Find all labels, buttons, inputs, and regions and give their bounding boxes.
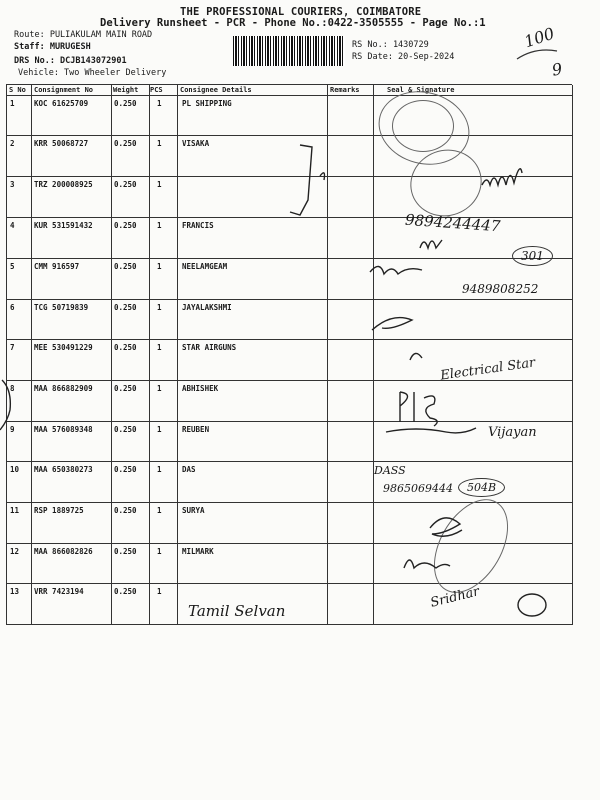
runsheet-title: Delivery Runsheet - PCR - Phone No.:0422-3505555 - Page No.:1 bbox=[100, 17, 486, 29]
vehicle-label: Vehicle: Two Wheeler Delivery bbox=[18, 68, 167, 78]
handwritten-count: 100 bbox=[521, 23, 557, 52]
row-consignment-no: MAA 866882909 bbox=[34, 384, 93, 393]
handwritten-phone-row5: 9489808252 bbox=[462, 282, 539, 296]
row-sno: 11 bbox=[10, 506, 20, 515]
row-consignee: FRANCIS bbox=[182, 221, 214, 230]
handwritten-row13-right: Sridhar bbox=[428, 584, 482, 611]
row-sno: 13 bbox=[10, 587, 20, 596]
row-pcs: 1 bbox=[157, 506, 162, 515]
handwritten-page: 9 bbox=[550, 59, 564, 80]
row-consignment-no: KRR 50068727 bbox=[34, 139, 89, 148]
row-divider bbox=[7, 176, 572, 177]
rs-number: RS No.: 1430729 bbox=[352, 40, 429, 50]
row-pcs: 1 bbox=[157, 547, 162, 556]
row-pcs: 1 bbox=[157, 99, 162, 108]
handwritten-phone-row4: 9894244447 bbox=[404, 210, 501, 236]
row-sno: 2 bbox=[10, 139, 15, 148]
row-pcs: 1 bbox=[157, 180, 162, 189]
company-seal-1-inner bbox=[392, 100, 454, 152]
row-consignee: JAYALAKSHMI bbox=[182, 303, 232, 312]
route-label: Route: PULIAKULAM MAIN ROAD bbox=[14, 30, 153, 40]
row-divider bbox=[7, 461, 572, 462]
row-consignee: REUBEN bbox=[182, 425, 210, 434]
handwritten-num-row4: 301 bbox=[512, 246, 553, 266]
row-sno: 7 bbox=[10, 343, 15, 352]
staff-label: Staff: MURUGESH bbox=[14, 42, 91, 52]
row-sno: 10 bbox=[10, 465, 20, 474]
handwritten-phone-row10: 9865069444 bbox=[383, 482, 453, 495]
row-weight: 0.250 bbox=[114, 303, 137, 312]
header-pcs: PCS bbox=[150, 86, 163, 94]
row-weight: 0.250 bbox=[114, 465, 137, 474]
header-consignee: Consignee Details bbox=[180, 86, 252, 94]
barcode bbox=[233, 36, 345, 66]
row-consignee: SURYA bbox=[182, 506, 205, 515]
row-weight: 0.250 bbox=[114, 384, 137, 393]
row-consignment-no: MAA 866082826 bbox=[34, 547, 93, 556]
row-pcs: 1 bbox=[157, 587, 162, 596]
row-weight: 0.250 bbox=[114, 506, 137, 515]
row-sno: 8 bbox=[10, 384, 15, 393]
row-consignee: VISAKA bbox=[182, 139, 210, 148]
row-weight: 0.250 bbox=[114, 547, 137, 556]
row-pcs: 1 bbox=[157, 465, 162, 474]
row-weight: 0.250 bbox=[114, 587, 137, 596]
row-consignee: MILMARK bbox=[182, 547, 214, 556]
row-consignment-no: KUR 531591432 bbox=[34, 221, 93, 230]
row-consignment-no: MAA 576089348 bbox=[34, 425, 93, 434]
row-weight: 0.250 bbox=[114, 221, 137, 230]
handwritten-row13-left: Tamil Selvan bbox=[188, 602, 286, 620]
row-consignment-no: KOC 61625709 bbox=[34, 99, 89, 108]
header-consignment: Consignment No bbox=[34, 86, 94, 94]
row-sno: 3 bbox=[10, 180, 15, 189]
row-divider bbox=[7, 135, 572, 136]
row-sno: 4 bbox=[10, 221, 15, 230]
row-divider bbox=[7, 258, 572, 259]
row-consignee: DAS bbox=[182, 465, 196, 474]
row-consignee: PL SHIPPING bbox=[182, 99, 232, 108]
row-pcs: 1 bbox=[157, 303, 162, 312]
row-consignment-no: TCG 50719839 bbox=[34, 303, 89, 312]
row-weight: 0.250 bbox=[114, 262, 137, 271]
row-divider bbox=[7, 583, 572, 584]
row-divider bbox=[7, 299, 572, 300]
row-consignment-no: CMM 916597 bbox=[34, 262, 80, 271]
row-consignee: NEELAMGEAM bbox=[182, 262, 228, 271]
row-pcs: 1 bbox=[157, 343, 162, 352]
header-sno: S No bbox=[9, 86, 26, 94]
handwritten-stroke bbox=[515, 45, 560, 65]
header-remarks: Remarks bbox=[330, 86, 360, 94]
row-consignment-no: TRZ 200008925 bbox=[34, 180, 93, 189]
row-weight: 0.250 bbox=[114, 425, 137, 434]
row-weight: 0.250 bbox=[114, 343, 137, 352]
row-weight: 0.250 bbox=[114, 99, 137, 108]
row-pcs: 1 bbox=[157, 221, 162, 230]
row-weight: 0.250 bbox=[114, 139, 137, 148]
row-divider bbox=[7, 339, 572, 340]
company-name: THE PROFESSIONAL COURIERS, COIMBATORE bbox=[180, 6, 422, 18]
header-weight: Weight bbox=[113, 86, 139, 94]
row-consignment-no: MAA 650380273 bbox=[34, 465, 93, 474]
handwritten-num-row10: 504B bbox=[458, 478, 505, 497]
row-consignment-no: VRR 7423194 bbox=[34, 587, 84, 596]
row-pcs: 1 bbox=[157, 425, 162, 434]
handwritten-note-row9: Vijayan bbox=[488, 425, 537, 440]
row-pcs: 1 bbox=[157, 139, 162, 148]
row-consignment-no: RSP 1889725 bbox=[34, 506, 84, 515]
drs-number: DRS No.: DCJB143072901 bbox=[14, 56, 127, 66]
row-pcs: 1 bbox=[157, 384, 162, 393]
row-pcs: 1 bbox=[157, 262, 162, 271]
handwritten-note-row7: Electrical Star bbox=[439, 355, 537, 384]
handwritten-name-row10: DASS bbox=[374, 464, 406, 477]
row-sno: 1 bbox=[10, 99, 15, 108]
row-divider bbox=[7, 380, 572, 381]
row-sno: 6 bbox=[10, 303, 15, 312]
row-divider bbox=[7, 421, 572, 422]
row-consignee: STAR AIRGUNS bbox=[182, 343, 237, 352]
header-seal-signature: Seal & Signature bbox=[387, 86, 455, 94]
row-weight: 0.250 bbox=[114, 180, 137, 189]
rs-date: RS Date: 20-Sep-2024 bbox=[352, 52, 455, 62]
row-sno: 5 bbox=[10, 262, 15, 271]
row-sno: 12 bbox=[10, 547, 20, 556]
row-consignee: ABHISHEK bbox=[182, 384, 219, 393]
row-sno: 9 bbox=[10, 425, 15, 434]
row-consignment-no: MEE 530491229 bbox=[34, 343, 93, 352]
